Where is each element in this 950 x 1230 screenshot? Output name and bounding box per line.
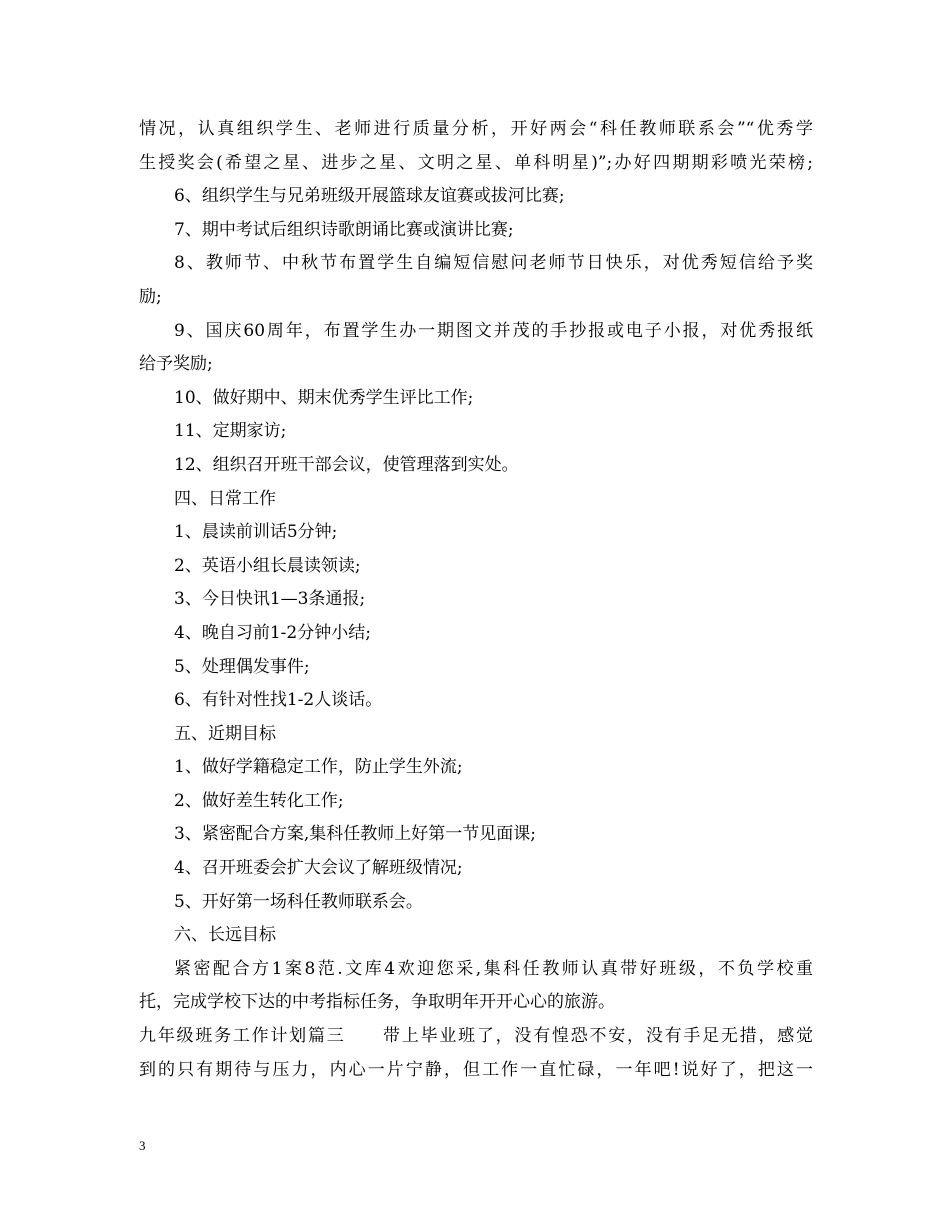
list-item: 11、定期家访; (174, 421, 287, 442)
section-heading: 六、长远目标 (174, 925, 276, 946)
list-item: 1、做好学籍稳定工作，防止学生外流; (174, 757, 463, 778)
list-item: 10、做好期中、期末优秀学生评比工作; (174, 387, 474, 408)
list-item: 6、有针对性找1-2人谈话。 (174, 690, 383, 711)
list-item: 6、组织学生与兄弟班级开展篮球友谊赛或拔河比赛; (174, 186, 565, 207)
list-item: 3、今日快讯1—3条通报; (174, 589, 366, 610)
list-item: 5、开好第一场科任教师联系会。 (174, 891, 423, 912)
list-item: 9、国庆60周年，布置学生办一期图文并茂的手抄报或电子小报，对优秀报纸 (174, 320, 813, 341)
text-line: 给予奖励; (139, 354, 213, 375)
document-body (139, 113, 813, 1087)
page-number: 3 (139, 1138, 146, 1153)
text-line: 生授奖会(希望之星、进步之星、文明之星、单科明星)”;办好四期期彩喷光荣榜; (139, 152, 813, 173)
list-item: 4、晚自习前1-2分钟小结; (174, 622, 371, 643)
list-item: 4、召开班委会扩大会议了解班级情况; (174, 858, 463, 879)
list-item: 3、紧密配合方案,集科任教师上好第一节见面课; (174, 824, 536, 845)
text-line: 托，完成学校下达的中考指标任务，争取明年开开心心的旅游。 (139, 992, 615, 1013)
text-line: 紧密配合方1案8范.文库4欢迎您采,集科任教师认真带好班级，不负学校重 (174, 958, 813, 979)
list-item: 2、做好差生转化工作; (174, 790, 344, 811)
section-heading: 四、日常工作 (174, 488, 276, 509)
text-line: 到的只有期待与压力，内心一片宁静，但工作一直忙碌，一年吧!说好了，把这一 (139, 1059, 813, 1080)
list-item: 8、教师节、中秋节布置学生自编短信慰问老师节日快乐，对优秀短信给予奖 (174, 253, 813, 274)
text-line: 励; (139, 286, 162, 307)
list-item: 5、处理偶发事件; (174, 656, 310, 677)
list-item: 1、晨读前训话5分钟; (174, 522, 338, 543)
section-heading: 五、近期目标 (174, 723, 276, 744)
list-item: 7、期中考试后组织诗歌朗诵比赛或演讲比赛; (174, 219, 514, 240)
text-line: 九年级班务工作计划篇三 带上毕业班了，没有惶恐不安，没有手足无措，感觉 (139, 1026, 813, 1047)
list-item: 2、英语小组长晨读领读; (174, 555, 361, 576)
text-line: 情况，认真组织学生、老师进行质量分析，开好两会“科任教师联系会”“优秀学 (139, 119, 813, 139)
list-item: 12、组织召开班干部会议，使管理落到实处。 (174, 454, 519, 475)
